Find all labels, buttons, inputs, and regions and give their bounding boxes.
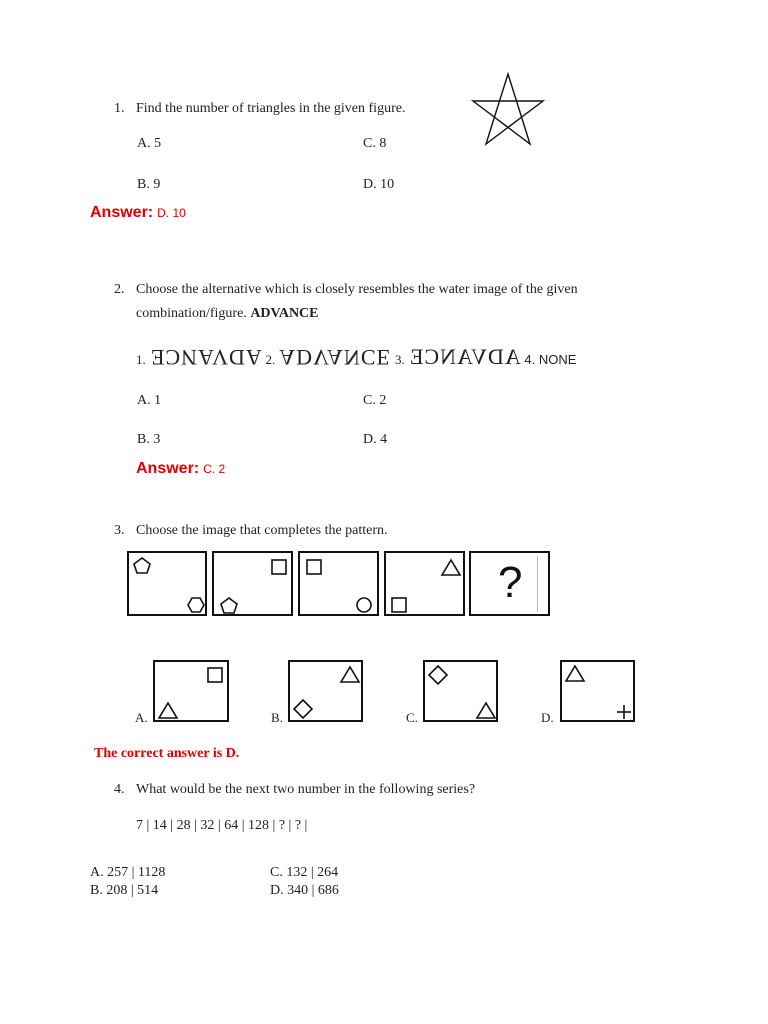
pentagram-figure bbox=[470, 72, 546, 148]
triangle-icon bbox=[340, 666, 360, 683]
q2-option-d: D. 4 bbox=[363, 432, 388, 447]
square-icon bbox=[207, 667, 223, 683]
pentagon-icon bbox=[220, 597, 238, 614]
q1-option-b: B. 9 bbox=[137, 177, 161, 192]
q2-alt1-word: ADVANCE bbox=[149, 345, 262, 370]
q1-answer-value: D. 10 bbox=[157, 206, 186, 220]
pentagon-icon bbox=[133, 557, 151, 575]
triangle-icon bbox=[476, 702, 496, 719]
square-icon bbox=[391, 597, 407, 613]
q2-alt3-word: ADVANCE bbox=[408, 344, 521, 369]
q2-option-a: A. 1 bbox=[137, 393, 162, 408]
pattern-box-4 bbox=[384, 551, 465, 616]
q2-answer-label: Answer: bbox=[136, 460, 200, 477]
q2-answer bbox=[136, 460, 225, 478]
diamond-icon bbox=[428, 665, 448, 685]
q3-choice-a[interactable] bbox=[153, 660, 229, 722]
q2-alt2-number: 2. bbox=[265, 352, 276, 367]
q2-text-line2-row bbox=[136, 302, 319, 326]
q2-word: ADVANCE bbox=[250, 306, 319, 321]
q4-option-d: D. 340 | 686 bbox=[270, 883, 339, 898]
q1-option-c: C. 8 bbox=[363, 136, 387, 151]
q4-option-c: C. 132 | 264 bbox=[270, 865, 339, 880]
q2-number: 2. bbox=[114, 282, 125, 297]
q1-number: 1. bbox=[114, 101, 125, 116]
plus-icon bbox=[616, 704, 632, 720]
q2-text-line2: combination/figure. bbox=[136, 306, 247, 321]
q1-text: Find the number of triangles in the given figure. bbox=[136, 101, 406, 116]
pattern-box-2 bbox=[212, 551, 293, 616]
q3-choice-a-label: A. bbox=[135, 710, 148, 725]
q3-choice-d[interactable] bbox=[560, 660, 635, 722]
q1-option-d: D. 10 bbox=[363, 177, 395, 192]
q4-option-b: B. 208 | 514 bbox=[90, 883, 159, 898]
q3-choice-c[interactable] bbox=[423, 660, 498, 722]
square-icon bbox=[306, 559, 322, 575]
q3-choice-b-label: B. bbox=[271, 710, 283, 725]
q3-choice-d-label: D. bbox=[541, 710, 554, 725]
triangle-icon bbox=[441, 559, 461, 576]
q2-alt4: 4. NONE bbox=[524, 352, 577, 367]
q3-correct-answer: The correct answer is D. bbox=[94, 746, 240, 761]
pattern-box-1 bbox=[127, 551, 207, 616]
square-icon bbox=[271, 559, 287, 575]
q2-alt2-word: ADVANCE bbox=[279, 345, 391, 370]
q2-text-line1: Choose the alternative which is closely resembles the water image of the given bbox=[136, 282, 578, 297]
q2-answer-value: C. 2 bbox=[203, 462, 226, 476]
question-mark: ? bbox=[498, 558, 523, 607]
q2-alternatives bbox=[136, 344, 576, 370]
q3-number: 3. bbox=[114, 523, 125, 538]
q4-text: What would be the next two number in the following series? bbox=[136, 782, 476, 797]
q2-alt3-number: 3. bbox=[394, 352, 405, 367]
triangle-icon bbox=[565, 665, 585, 682]
pattern-box-question bbox=[469, 551, 550, 616]
q1-answer bbox=[90, 204, 186, 222]
q4-option-a: A. 257 | 1128 bbox=[90, 865, 166, 880]
q2-option-b: B. 3 bbox=[137, 432, 161, 447]
q1-answer-label: Answer: bbox=[90, 204, 154, 221]
q2-option-c: C. 2 bbox=[363, 393, 387, 408]
q3-choice-b[interactable] bbox=[288, 660, 363, 722]
q2-alt1-number: 1. bbox=[136, 352, 146, 367]
circle-icon bbox=[356, 597, 372, 613]
hexagon-icon bbox=[187, 597, 205, 613]
q4-number: 4. bbox=[114, 782, 125, 797]
q3-choice-c-label: C. bbox=[406, 710, 418, 725]
divider bbox=[537, 556, 538, 612]
q1-option-a: A. 5 bbox=[137, 136, 162, 151]
q3-text: Choose the image that completes the pattern. bbox=[136, 523, 388, 538]
pattern-box-3 bbox=[298, 551, 379, 616]
diamond-icon bbox=[293, 699, 313, 719]
q4-series: 7 | 14 | 28 | 32 | 64 | 128 | ? | ? | bbox=[136, 818, 308, 833]
triangle-icon bbox=[158, 702, 178, 719]
